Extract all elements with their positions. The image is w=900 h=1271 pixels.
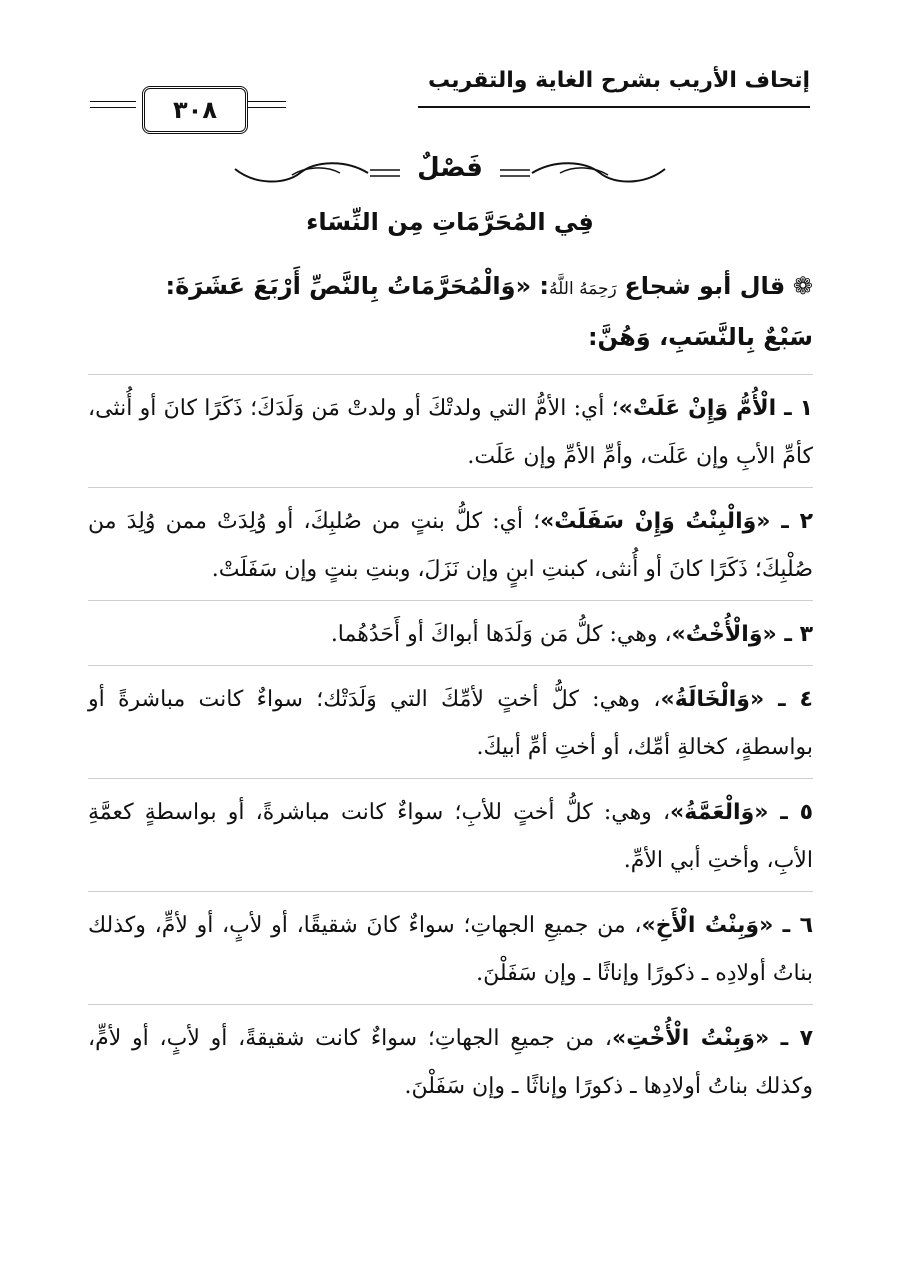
item-label: ٥ ـ «وَالْعَمَّةُ» bbox=[670, 800, 814, 825]
speaker-name: قال أبو شجاع bbox=[624, 272, 786, 300]
intro-quote-line1: : «وَالْمُحَرَّمَاتُ بِالنَّصِّ أَرْبَعَ عَشَرَةَ: bbox=[165, 272, 550, 300]
items-list bbox=[88, 368, 813, 1111]
item-label: ٧ ـ «وَبِنْتُ الْأُخْتِ» bbox=[612, 1026, 813, 1051]
list-item bbox=[88, 902, 813, 998]
list-item bbox=[88, 611, 813, 659]
intro-quote-line2: سَبْعٌ بِالنَّسَبِ، وَهُنَّ: bbox=[587, 323, 813, 351]
list-item bbox=[88, 789, 813, 885]
item-text: ، من جميعِ الجهاتِ؛ سواءٌ كانَ شقيقًا، أو لأبٍ، أو لأمٍّ، وكذلك بناتُ أولادِه ـ ذكورًا وإناثًا ـ وإن سَفَلْنَ. bbox=[88, 913, 813, 986]
header-double-line-left bbox=[90, 101, 136, 108]
divider bbox=[88, 487, 813, 488]
page-header bbox=[90, 62, 810, 134]
page-number: ٣٠٨ bbox=[142, 86, 248, 134]
item-text: ، وهي: كلُّ أختٍ للأبِ؛ سواءٌ كانت مباشرةً، أو بواسطةٍ كعمَّةِ الأبِ، وأختِ أبي الأمِّ. bbox=[88, 800, 813, 873]
divider bbox=[88, 778, 813, 779]
list-item bbox=[88, 385, 813, 481]
divider bbox=[88, 1004, 813, 1005]
item-text: ، من جميعِ الجهاتِ؛ سواءٌ كانت شقيقةً، أو لأبٍ، أو لأمٍّ، وكذلك بناتُ أولادِها ـ ذكورًا وإناثًا ـ وإن سَفَلْنَ. bbox=[88, 1026, 813, 1099]
item-text: ؛ أي: كلُّ بنتٍ من صُلبِكَ، أو وُلِدَتْ ممن وُلِدَ من صُلْبِكَ؛ ذَكَرًا كانَ أو أُنثى، كبنتِ ابنٍ وإن نَزَلَ، وبنتِ بنتٍ وإن سَفَلَتْ. bbox=[88, 509, 813, 582]
item-label: ٤ ـ «وَالْخَالَةُ» bbox=[660, 687, 813, 712]
list-item bbox=[88, 1015, 813, 1111]
ornament-left-icon bbox=[230, 159, 400, 189]
divider bbox=[88, 374, 813, 375]
divider bbox=[88, 600, 813, 601]
section-heading bbox=[230, 155, 670, 195]
section-subheading: فِي المُحَرَّمَاتِ مِن النِّسَاء bbox=[306, 208, 594, 236]
divider bbox=[88, 665, 813, 666]
header-rule bbox=[418, 106, 810, 108]
header-double-line-right bbox=[248, 101, 286, 108]
divider bbox=[88, 891, 813, 892]
item-text: ، وهي: كلُّ أختٍ لأمِّكَ التي وَلَدَتْك؛ سواءٌ كانت مباشرةً أو بواسطةٍ، كخالةِ أمِّك، أو أختِ أمِّ أبيكَ. bbox=[88, 687, 813, 760]
item-label: ٢ ـ «وَالْبِنْتُ وَإِنْ سَفَلَتْ» bbox=[540, 509, 813, 534]
item-text: ، وهي: كلُّ مَن وَلَدَها أبواكَ أو أَحَدُهُما. bbox=[330, 622, 672, 647]
item-text: ؛ أي: الأمُّ التي ولدتْكَ أو ولدتْ مَن وَلَدَكَ؛ ذَكَرًا كانَ أو أُنثى، كأمِّ الأبِ وإن عَلَت، وأمِّ الأمِّ وإن عَلَت. bbox=[88, 396, 813, 469]
item-label: ١ ـ الْأُمُّ وَإِنْ عَلَتْ» bbox=[618, 396, 813, 421]
section-title: فَصْلٌ bbox=[417, 153, 483, 183]
flower-icon: ❁ bbox=[792, 272, 813, 300]
honorific: رَحِمَهُ اللَّهُ bbox=[549, 279, 617, 299]
item-label: ٣ ـ «وَالْأُخْتُ» bbox=[671, 622, 813, 647]
item-label: ٦ ـ «وَبِنْتُ الْأَخِ» bbox=[641, 913, 814, 938]
list-item bbox=[88, 676, 813, 772]
book-title: إتحاف الأريب بشرح الغاية والتقريب bbox=[427, 68, 810, 93]
intro-paragraph bbox=[88, 262, 813, 361]
list-item bbox=[88, 498, 813, 594]
